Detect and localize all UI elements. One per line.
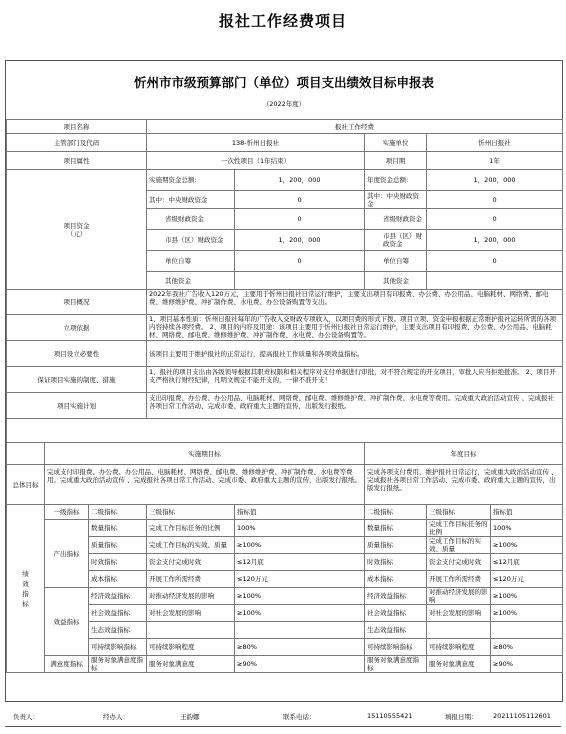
indicator-value: ≥100% bbox=[235, 605, 365, 622]
indicator-lvl3-year: 对推动经济发展的影响 bbox=[427, 588, 491, 605]
goal-header-blank bbox=[7, 443, 45, 465]
indicator-lvl2: 数量指标 bbox=[89, 520, 147, 537]
form-year: （2022年度） bbox=[262, 100, 306, 108]
handler-name: 王韵娜 bbox=[180, 713, 200, 721]
indicator-value: ≥80% bbox=[235, 639, 365, 656]
indicator-lvl3: 对社会发展的影响 bbox=[147, 605, 235, 622]
date-value: 20211105112601 bbox=[493, 712, 551, 720]
indicator-lvl2-year: 质量指标 bbox=[365, 537, 427, 554]
funds-city-impl: 1，200，000 bbox=[235, 230, 365, 251]
funds-year-total: 1，200，000 bbox=[427, 170, 563, 191]
plan-label: 项目实施计划 bbox=[7, 393, 147, 419]
footer bbox=[5, 706, 561, 727]
funds-other-label-year: 其他资金 bbox=[365, 272, 427, 290]
necessity-text: 该项目主要用于维护报社的正常运行，提高报社工作质量和各项效益指标。 bbox=[147, 341, 563, 367]
lvl2-header: 二级指标 bbox=[89, 505, 147, 520]
attr-label: 项目属性 bbox=[7, 152, 147, 170]
indicator-value-year: ≥100% bbox=[491, 605, 563, 622]
funds-central-label-year: 其中：中央财政资金 bbox=[365, 191, 427, 209]
phone-value: 15110555421 bbox=[367, 712, 413, 720]
guarantee-text: 1、报社的项目支出由各级领导根据其职责权限和相关程序对支付单据进行审批，对不符合规定的开支项目，审批人应当拒绝批准。 2、项目开支严格执行财经纪律，凡明文规定不能开支的，一律不准开支！ bbox=[149, 367, 556, 384]
impl-unit-value: 忻州日报社 bbox=[427, 134, 563, 152]
funds-year-total-label: 年度资金总额: bbox=[365, 170, 427, 191]
lvl2-header-year: 二级指标 bbox=[365, 505, 427, 520]
funds-central-impl: 0 bbox=[235, 191, 365, 209]
indicator-lvl2: 质量指标 bbox=[89, 537, 147, 554]
indicator-lvl3: 可持续影响程度 bbox=[147, 639, 235, 656]
funds-impl-total: 1，200，000 bbox=[235, 170, 365, 191]
funds-city-label-year: 市县（区）财政资金 bbox=[365, 230, 427, 251]
funds-label-2: （元） bbox=[66, 229, 87, 238]
indicator-lvl2: 经济效益指标 bbox=[89, 588, 147, 605]
indicator-lvl3: 完成工作目标任务的比例 bbox=[147, 520, 235, 537]
basis-text: 1、项目基本性质：忻州日报社每年的广告收入交财政专项收入，以项目费的形式下拨。项目立项、资金申报根据正常维护报社运转所需的各项内容持续各项经费。 2、项目的内容及用途：该项目主要用于忻州日报社日常运行维护，主要支出项目有印报费、办公费、办公用品、电脑耗材、网络费、邮电费、维修维护费、冲扩制作费、水电费、办公设备购置等。 bbox=[149, 315, 557, 339]
indicator-lvl2: 社会效益指标 bbox=[89, 605, 147, 622]
indicator-lvl3: 对推动经济发展的影响 bbox=[147, 588, 235, 605]
impl-unit-label: 实施单位 bbox=[365, 134, 427, 152]
funds-province-label-year: 省级财政资金 bbox=[365, 209, 427, 230]
perf-indicators-label bbox=[7, 505, 45, 673]
output-indicators-label: 产出指标 bbox=[45, 520, 89, 588]
indicator-lvl3: 服务对象满意度 bbox=[147, 656, 235, 673]
satisfaction-indicators-label: 满意度指标 bbox=[45, 656, 89, 673]
lvl3-header: 三级指标 bbox=[147, 505, 235, 520]
indicator-value: ≥100% bbox=[235, 537, 365, 554]
report-table bbox=[6, 119, 563, 673]
blank-row bbox=[7, 419, 563, 443]
funds-self-impl: 0 bbox=[235, 251, 365, 272]
indicator-value-year: ≥100% bbox=[491, 588, 563, 605]
funds-label bbox=[7, 170, 147, 290]
funds-self-year: 0 bbox=[427, 251, 563, 272]
indicator-value bbox=[235, 622, 365, 639]
impl-goal-header: 实施期目标 bbox=[45, 443, 365, 465]
value-header-year: 指标值 bbox=[491, 505, 563, 520]
indicator-lvl3: 完成工作目标的实效、质量 bbox=[147, 537, 235, 554]
indicator-lvl3-year: 服务对象满意度 bbox=[427, 656, 491, 673]
lvl3-header-year: 三级指标 bbox=[427, 505, 491, 520]
overall-impl-goal: 完成支付印报费、办公费、办公用品、电脑耗材、网络费、邮电费、维修维护费、冲扩制作费、水电费等费用。完成重大政治活动宣传 、完成报社各项日常工作活动、完成市委、政府重大主题的宣传，出版发行报纸。 bbox=[47, 467, 362, 484]
indicator-value-year: ≥80% bbox=[491, 639, 563, 656]
benefit-indicators-label: 效益指标 bbox=[45, 588, 89, 656]
indicator-value: 100% bbox=[235, 520, 365, 537]
indicator-value-year: ≤120万元 bbox=[491, 571, 563, 588]
project-name-label: 项目名称 bbox=[7, 120, 147, 134]
year-goal-header: 年度目标 bbox=[365, 443, 563, 465]
indicator-lvl2-year: 数量指标 bbox=[365, 520, 427, 537]
indicator-lvl3-year bbox=[427, 622, 491, 639]
report-form bbox=[5, 60, 563, 702]
funds-province-year: 0 bbox=[427, 209, 563, 230]
overall-year-goal: 完成各项支付费用，维护报社日常运行，完成重大政治活动宣传 、完成报社各项日常工作活动、完成市委、政府重大主题的宣传，出版发行报纸。 bbox=[367, 467, 558, 492]
indicator-value-year: ≤12月底 bbox=[491, 554, 563, 571]
indicator-lvl2-year: 时效指标 bbox=[365, 554, 427, 571]
indicator-lvl3-year: 可持续影响程度 bbox=[427, 639, 491, 656]
form-title: 忻州市市级预算部门（单位）项目支出绩效目标申报表 bbox=[133, 75, 434, 90]
indicator-lvl2-year: 社会效益指标 bbox=[365, 605, 427, 622]
indicator-value-year: ≥90% bbox=[491, 656, 563, 673]
indicator-value: ≥100% bbox=[235, 588, 365, 605]
indicator-lvl3: 资金支付完成时效 bbox=[147, 554, 235, 571]
funds-other-impl bbox=[235, 272, 365, 290]
period-label: 项目期 bbox=[365, 152, 427, 170]
funds-central-year: 0 bbox=[427, 191, 563, 209]
necessity-label: 项目设立必要性 bbox=[7, 341, 147, 367]
project-name-value: 报社工作经费 bbox=[147, 120, 563, 134]
funds-central-label: 其中：中央财政资金 bbox=[147, 191, 235, 209]
indicator-lvl2: 服务对象满意度指标 bbox=[89, 656, 147, 673]
lvl1-header: 一级指标 bbox=[45, 505, 89, 520]
attr-value: 一次性项目（1年结束） bbox=[147, 152, 365, 170]
overall-goal-label: 总体目标 bbox=[7, 465, 45, 505]
funds-label-1: 项目资金 bbox=[63, 221, 90, 230]
indicator-lvl3-year: 对社会发展的影响 bbox=[427, 605, 491, 622]
indicator-lvl2: 生态效益指标 bbox=[89, 622, 147, 639]
indicator-lvl3-year: 完成工作目标任务的比例 bbox=[427, 520, 491, 537]
perf-label-text: 绩效指标 bbox=[22, 569, 29, 608]
funds-self-label-year: 单位自筹 bbox=[365, 251, 427, 272]
phone-label: 联系电话： bbox=[283, 713, 316, 721]
indicator-value: ≥90% bbox=[235, 656, 365, 673]
indicator-lvl3-year: 完成工作目标的实效、质量 bbox=[427, 537, 491, 554]
funds-self-label: 单位自筹 bbox=[147, 251, 235, 272]
indicator-lvl3-year: 资金支付完成时效 bbox=[427, 554, 491, 571]
indicator-lvl2-year: 成本指标 bbox=[365, 571, 427, 588]
indicator-value-year: 100% bbox=[491, 520, 563, 537]
date-label: 填报日期： bbox=[445, 713, 478, 721]
document-title: 报社工作经费项目 bbox=[218, 12, 347, 30]
funds-other-label: 其他资金 bbox=[147, 272, 235, 290]
overview-label: 项目概况 bbox=[7, 290, 147, 315]
indicator-lvl2: 时效指标 bbox=[89, 554, 147, 571]
period-value: 1年 bbox=[427, 152, 563, 170]
guarantee-label: 保证项目实施的制度、措施 bbox=[7, 367, 147, 393]
indicator-lvl2-year: 生态效益指标 bbox=[365, 622, 427, 639]
handler-label: 经办人： bbox=[103, 713, 129, 721]
dept-label: 主管部门及代码 bbox=[7, 134, 147, 152]
indicator-lvl2-year: 经济效益指标 bbox=[365, 588, 427, 605]
dept-value: 138-忻州日报社 bbox=[147, 134, 365, 152]
indicator-lvl2-year: 可持续影响指标 bbox=[365, 639, 427, 656]
funds-city-label: 市县（区）财政资金 bbox=[147, 230, 235, 251]
indicator-lvl2: 可持续影响指标 bbox=[89, 639, 147, 656]
funds-other-year bbox=[427, 272, 563, 290]
indicator-value-year bbox=[491, 622, 563, 639]
indicator-lvl2: 成本指标 bbox=[89, 571, 147, 588]
indicator-lvl3 bbox=[147, 622, 235, 639]
funds-impl-total-label: 实施期资金总额: bbox=[147, 170, 235, 191]
indicator-lvl3-year: 开展工作所需经费 bbox=[427, 571, 491, 588]
indicator-lvl3: 开展工作所需经费 bbox=[147, 571, 235, 588]
funds-city-year: 1，200，000 bbox=[427, 230, 563, 251]
indicator-value: ≤12月底 bbox=[235, 554, 365, 571]
basis-label: 立项依据 bbox=[7, 315, 147, 341]
indicator-value-year: ≥100% bbox=[491, 537, 563, 554]
indicator-value: ≤120万元 bbox=[235, 571, 365, 588]
overview-text: 2022年我社广告收入120万元，主要用于忻州日报社日常运行维护，主要支出项目有印报费、办公费、办公用品、电脑耗材、网络费、邮电费、维修维护费、冲扩制作费、水电费、办公设备购置等支出。 bbox=[149, 290, 549, 306]
funds-province-impl: 0 bbox=[235, 209, 365, 230]
value-header: 指标值 bbox=[235, 505, 365, 520]
funds-province-label: 省级财政资金 bbox=[147, 209, 235, 230]
indicator-lvl2-year: 服务对象满意度指标 bbox=[365, 656, 427, 673]
plan-text: 支出印报费、办公费、办公用品、电脑耗材、网络费、邮电费、维修维护费、冲扩制作费、水电费等费用。完成重大政治活动宣传 、完成报社各项日常工作活动、完成市委、政府重大主题的宣传，出版发行报纸。 bbox=[149, 393, 555, 410]
lead-label: 负责人： bbox=[13, 713, 39, 721]
